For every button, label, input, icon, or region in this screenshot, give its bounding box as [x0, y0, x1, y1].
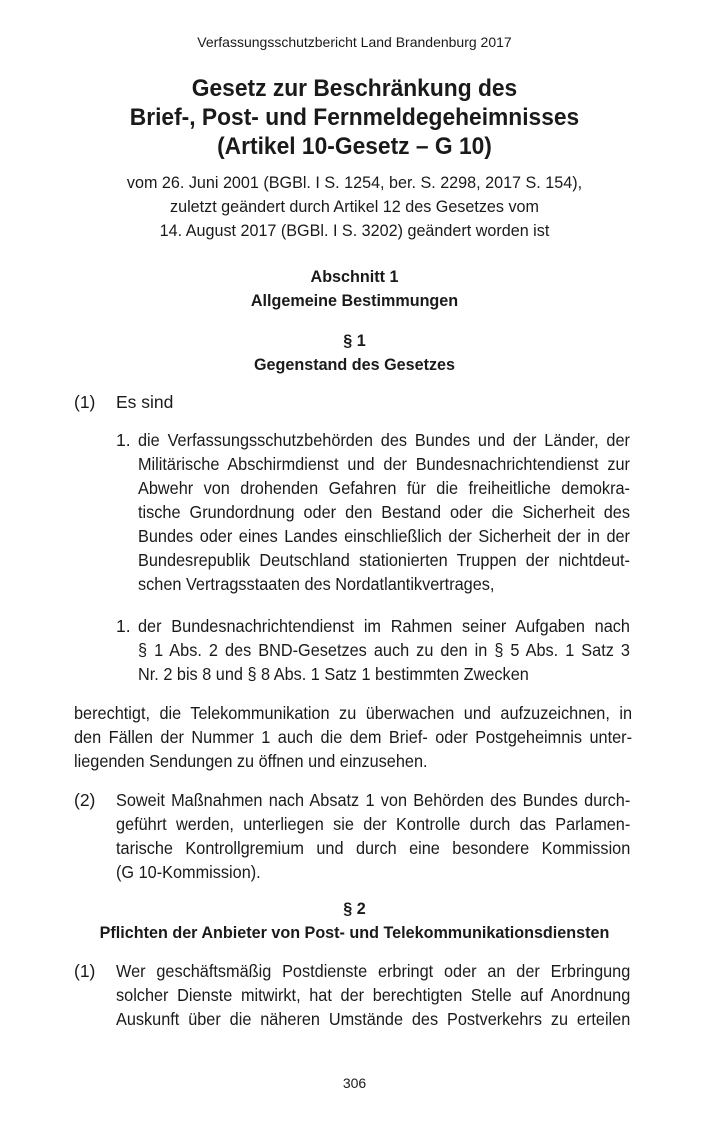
par2-abs1-marker: (1): [74, 961, 96, 981]
law-subtitle-line-1: vom 26. Juni 2001 (BGBl. I S. 1254, ber. S. 2298, 2017 S. 154),: [126, 173, 583, 192]
text-line: Auskunft über die näheren Umstände des Postverkehrs zu erteilen: [116, 1009, 631, 1029]
text-line: tarische Kontrollgremium und durch eine besondere Kommission: [116, 838, 631, 858]
text-line: Abwehr von drohenden Gefahren für die freiheitliche demokra-: [138, 478, 630, 498]
par1-item1-marker: 1.: [116, 430, 131, 450]
section-label: Abschnitt 1: [310, 267, 399, 286]
paragraph-2-title: Pflichten der Anbieter von Post- und Telekommunikationsdiensten: [99, 923, 610, 942]
page-number: 306: [342, 1075, 367, 1091]
law-title: [62, 74, 647, 161]
text-line: Soweit Maßnahmen nach Absatz 1 von Behörden des Bundes durch-: [116, 790, 631, 810]
par1-item2-text: [138, 614, 630, 686]
paragraph-1-label: § 1: [343, 331, 366, 350]
text-line: Nr. 2 bis 8 und § 8 Abs. 1 Satz 1 bestimmten Zwecken: [138, 664, 529, 684]
law-subtitle-line-2: zuletzt geändert durch Artikel 12 des Gesetzes vom: [170, 197, 539, 216]
paragraph-1-heading: [56, 329, 654, 377]
par1-item2-marker: 1.: [116, 616, 131, 636]
law-title-line-3: (Artikel 10-Gesetz – G 10): [217, 133, 492, 160]
running-head: Verfassungsschutzbericht Land Brandenburg 2017: [197, 34, 512, 50]
paragraph-2-heading: [56, 897, 654, 945]
law-title-line-1: Gesetz zur Beschränkung des: [191, 75, 518, 102]
paragraph-2-label: § 2: [343, 899, 366, 918]
text-line: liegenden Sendungen zu öffnen und einzusehen.: [74, 751, 428, 771]
section-heading: [56, 265, 654, 313]
paragraph-1-title: Gegenstand des Gesetzes: [253, 355, 456, 374]
text-line: solcher Dienste mitwirkt, hat der berechtigten Stelle auf Anordnung: [116, 985, 631, 1005]
section-title: Allgemeine Bestimmungen: [250, 291, 459, 310]
par1-abs1-marker: (1): [74, 392, 96, 412]
par1-abs2-text: [116, 788, 630, 884]
par1-abs2-marker: (2): [74, 790, 96, 810]
par1-abs1-tail: [74, 701, 632, 773]
text-line: tische Grundordnung oder den Bestand oder die Sicherheit des: [138, 502, 630, 522]
text-line: der Bundesnachrichtendienst im Rahmen seiner Aufgaben nach: [138, 616, 630, 636]
text-line: Bundesrepublik Deutschland stationierten Truppen der nichtdeut-: [138, 550, 630, 570]
law-title-line-2: Brief-, Post- und Fernmeldegeheimnisses: [129, 104, 580, 131]
text-line: Bundes oder eines Landes einschließlich der Sicherheit der in der: [138, 526, 630, 546]
text-line: Wer geschäftsmäßig Postdienste erbringt oder an der Erbringung: [116, 961, 631, 981]
text-line: schen Vertragsstaaten des Nordatlantikvertrages,: [138, 574, 495, 594]
text-line: berechtigt, die Telekommunikation zu überwachen und aufzuzeichnen, in: [74, 703, 632, 723]
text-line: den Fällen der Nummer 1 auch die dem Brief- oder Postgeheimnis unter-: [74, 727, 632, 747]
par1-abs1-intro: Es sind: [116, 392, 174, 412]
par1-item1-text: [138, 428, 630, 596]
text-line: die Verfassungsschutzbehörden des Bundes und der Länder, der: [138, 430, 630, 450]
law-subtitle-line-3: 14. August 2017 (BGBl. I S. 3202) geändert worden ist: [159, 221, 550, 240]
text-line: (G 10-Kommission).: [116, 862, 261, 882]
text-line: Militärische Abschirmdienst und der Bundesnachrichtendienst zur: [138, 454, 630, 474]
law-subtitle: [56, 171, 654, 243]
text-line: § 1 Abs. 2 des BND-Gesetzes auch zu den in § 5 Abs. 1 Satz 3: [138, 640, 630, 660]
text-line: geführt werden, unterliegen sie der Kontrolle durch das Parlamen-: [116, 814, 631, 834]
par2-abs1-text: [116, 959, 630, 1031]
